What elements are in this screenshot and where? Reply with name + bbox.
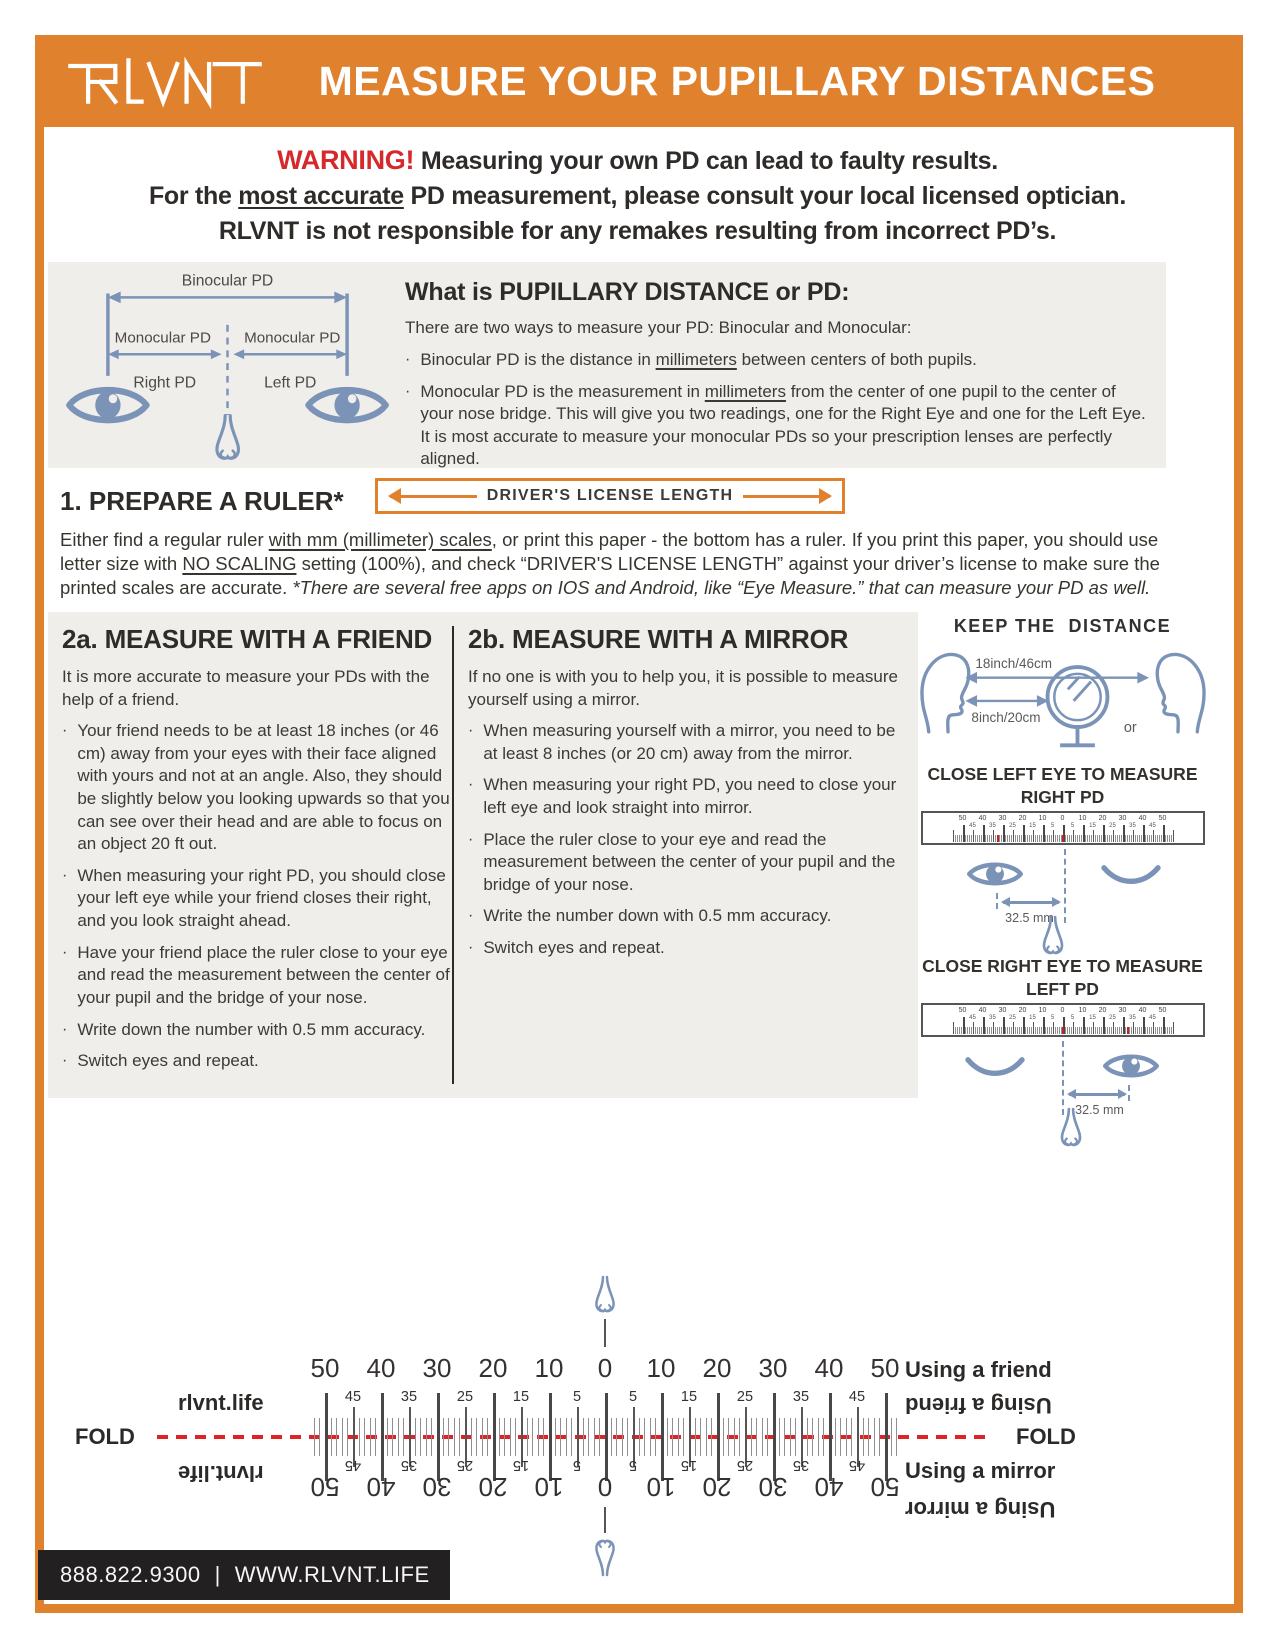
list-item: · Write down the number with 0.5 mm accuracy. <box>62 1019 426 1039</box>
what-is-pd-intro: There are two ways to measure your PD: Binocular and Monocular: <box>405 318 912 337</box>
monocular-pd-left-label: Monocular PD <box>114 329 211 347</box>
monocular-pd-right-label: Monocular PD <box>244 329 341 347</box>
center-dashed-line <box>1062 1041 1064 1115</box>
left-arrow-icon <box>390 495 477 498</box>
list-item: · When measuring your right PD, you need to close your left eye and look straight into mirror. <box>468 775 897 818</box>
warning-block <box>55 142 1220 248</box>
footer-separator: | <box>214 1562 221 1587</box>
list-item: · When measuring your right PD, you should close your left eye while your friend closes their right, and you look straight ahead. <box>62 865 446 931</box>
using-mirror-label-flipped: Using a mirror <box>905 1497 1056 1522</box>
binocular-bullet: · Binocular PD is the distance in millimeters between centers of both pupils. <box>405 349 977 369</box>
close-right-eye-title: CLOSE RIGHT EYE TO MEASURE LEFT PD <box>922 956 1203 999</box>
nose-icon <box>1054 1107 1088 1149</box>
closed-eye-icon <box>1101 863 1161 887</box>
list-item: · Switch eyes and repeat. <box>468 938 665 958</box>
warning-word: WARNING! <box>277 145 415 175</box>
measure-with-friend-section <box>62 624 454 1073</box>
keep-distance-illustration <box>908 641 1218 755</box>
fold-label-right: FOLD <box>1016 1424 1076 1449</box>
keep-distance-title: KEEP THE DISTANCE <box>953 616 1172 636</box>
fold-line <box>157 1435 990 1439</box>
eye-icon <box>69 390 147 420</box>
list-item: · Write the number down with 0.5 mm accuracy. <box>468 906 832 926</box>
step2b-title: 2b. MEASURE WITH A MIRROR <box>468 624 849 654</box>
nose-icon-flipped <box>589 1537 621 1577</box>
or-label: or <box>1123 719 1137 736</box>
pd-arrow <box>1003 901 1059 904</box>
binocular-pd-label: Binocular PD <box>181 272 274 290</box>
pd-marker <box>1127 1027 1129 1034</box>
document-page: MEASURE YOUR PUPILLARY DISTANCES WARNING! Measuring your own PD can lead to faulty results. For the most accurate PD measurement, please consult your local licensed optician. RLVNT is not responsible for any remakes resulting from incorrect PD’s. Binocular PD Monocular PD Monocular PD Right PD Left PD What is PUPILLARY DISTANCE or PD: There are two ways to measure your PD: Binocular and Monocular: · Binocular PD is the distance in millimeters between centers of both pupils. · Monocular PD is the measurement in millimeters from the center of one pupil to the center of your nose bridge. This will give you two readings, one for the Right Eye and one for the Left Eye. It is most accurate to measure your monocular PDs so your prescription lenses are perfectly aligned. 1. PREPARE A RULER* DRIVER'S LICENSE LENGTH Either find a regular ruler with mm (millimeter) scales, or print this paper - the bottom has a ruler. If you print this paper, you should use letter size with NO SCALING setting (100%), and check “DRIVER'S LICENSE LENGTH” against your driver’s license to make sure the printed scales are accurate. *There are several free apps on IOS and Android, like “Eye Measure.” that can measure your PD as well. 2a. MEASURE WITH A FRIEND It is more accurate to measure your PDs with the help of a friend. · Your friend needs to be at least 18 inches (or 46 cm) away from your eyes with their face aligned with yours and not at an angle. Also, they should be slightly below you looking upwards so that you can see over their head and are able to focus on an object 20 ft out. · When measuring your right PD, you should close your left eye while your friend closes their right, and you look straight ahead. · Have your friend place the ruler close to your eye and read the measurement between the center of your pupil and the bridge of your nose. · Write down the number with 0.5 mm accuracy. · Switch eyes and repeat. 2b. MEASURE WITH A MIRROR If no one is with you to help you, it is possible to measure yourself using a mirror. · When measuring yourself with a mirror, you need to be at least 8 inches (or 20 cm) away from the mirror. · When measuring your right PD, you need to close your left eye and look straight into mirror. · Place the ruler close to your eye and read the measurement between the center of your pupil and the bridge of your nose. · Write the number down with 0.5 mm accuracy. · Switch eyes and repeat. KEEP THE DISTANCE 18inch/46cm 8inch/20cm or CLOSE LEFT EYE TO MEASURE RIGHT PD 50 40 30 20 10 0 10 20 30 40 50 45 35 25 15 5 5 15 25 35 45 32.5 mm CLOSE RIGHT EYE TO MEASURE LEFT PD 50 40 30 20 10 0 10 20 30 40 50 45 35 25 15 5 5 15 25 35 45 32.5 mm 50 40 30 20 10 0 10 20 30 40 50 45 35 25 15 5 5 15 25 35 45 45 35 25 15 5 5 15 25 35 45 50 40 30 20 10 0 10 20 30 40 50 FOLD rlvnt.life rlvnt.life Using a friend Using a friend FOLD Using a mirror Using a mirror 888.822.9300 | WWW.RLVNT.LIFE <box>0 0 1275 1650</box>
step2b-intro: If no one is with you to help you, it is possible to measure yourself using a mirror. <box>468 667 898 709</box>
measure-methods-panel <box>48 612 918 1098</box>
distance-near-label: 8inch/20cm <box>970 710 1041 726</box>
step2a-title: 2a. MEASURE WITH A FRIEND <box>62 624 433 654</box>
page-title: MEASURE YOUR PUPILLARY DISTANCES <box>318 57 1156 104</box>
pd-diagram-illustration <box>60 268 395 466</box>
eye-icon <box>1103 1049 1159 1083</box>
ruler-center-line <box>604 1319 606 1347</box>
right-arrow-icon <box>743 495 830 498</box>
center-dashed-line <box>1064 849 1066 923</box>
step1-title: 1. PREPARE A RULER* <box>60 486 344 516</box>
pd-measurement-label: 32.5 mm <box>1075 1103 1124 1117</box>
eye-dashed-line <box>1128 1085 1130 1101</box>
pd-measurement-label: 32.5 mm <box>1005 911 1054 925</box>
drivers-license-length-box <box>375 478 845 514</box>
drivers-license-length-label: DRIVER'S LICENSE LENGTH <box>486 487 734 504</box>
monocular-bullet: · Monocular PD is the measurement in millimeters from the center of one pupil to the center of your nose bridge. This will give you two readings, one for the Right Eye and one for the Left Eye. It is most accurate to measure your monocular PDs so your prescription lenses are perfectly aligned. <box>405 381 1146 469</box>
what-is-pd-text <box>395 262 1166 468</box>
left-pd-label: Left PD <box>264 374 317 392</box>
list-item: · Your friend needs to be at least 18 inches (or 46 cm) away from your eyes with their face aligned with yours and not at an angle. Also, they should be slightly below you looking upwards so that you can see over their head and are able to focus on an object 20 ft out. <box>62 721 450 854</box>
distance-far-label: 18inch/46cm <box>974 656 1052 672</box>
footer-site: WWW.RLVNT.LIFE <box>234 1562 430 1587</box>
list-item: · Switch eyes and repeat. <box>62 1051 259 1071</box>
warning-line1: WARNING! Measuring your own PD can lead to faulty results. <box>277 145 998 175</box>
mini-ruler: 50 40 30 20 10 0 10 20 30 40 50 45 35 25 15 5 5 15 25 35 45 <box>921 811 1205 845</box>
header <box>35 35 1243 127</box>
eye-dashed-line <box>996 893 998 909</box>
fold-label-left: FOLD <box>75 1424 135 1449</box>
pd-arrow <box>1069 1093 1125 1096</box>
right-pd-diagram <box>905 811 1220 951</box>
warning-line3: RLVNT is not responsible for any remakes resulting from incorrect PD’s. <box>218 216 1057 245</box>
nose-icon <box>1036 915 1070 957</box>
mini-ruler: 50 40 30 20 10 0 10 20 30 40 50 45 35 25 15 5 5 15 25 35 45 <box>921 1003 1205 1037</box>
list-item: · When measuring yourself with a mirror, you need to be at least 8 inches (or 20 cm) away from the mirror. <box>468 721 896 763</box>
left-pd-diagram <box>905 1003 1220 1143</box>
pd-marker <box>1062 1027 1064 1034</box>
ruler-center-line <box>604 1507 606 1533</box>
face-profile-icon <box>1157 654 1204 731</box>
closed-eye-icon <box>965 1055 1025 1079</box>
pd-marker <box>997 835 999 842</box>
using-friend-label-flipped: Using a friend <box>905 1393 1052 1418</box>
eye-icon <box>308 390 386 420</box>
footer-bar <box>38 1550 450 1600</box>
site-label-flipped: rlvnt.life <box>178 1461 264 1486</box>
warning-line2: For the most accurate PD measurement, please consult your local licensed optician. <box>148 182 1127 211</box>
nose-icon <box>589 1275 621 1315</box>
nose-icon <box>217 416 238 459</box>
using-friend-label: Using a friend <box>905 1357 1052 1382</box>
measure-with-mirror-section <box>468 624 898 960</box>
right-pd-label: Right PD <box>133 374 197 392</box>
what-is-pd-panel <box>48 262 1166 468</box>
list-item: · Place the ruler close to your eye and read the measurement between the center of your pupil and the bridge of your nose. <box>468 829 896 894</box>
face-profile-icon <box>921 654 968 731</box>
measuring-diagrams-sidebar <box>905 616 1220 1143</box>
rlvnt-logo-icon <box>65 51 265 111</box>
eye-icon <box>967 857 1023 891</box>
step2a-intro: It is more accurate to measure your PDs with the help of a friend. <box>62 667 430 709</box>
close-left-eye-title: CLOSE LEFT EYE TO MEASURE RIGHT PD <box>927 764 1198 807</box>
step1-paragraph: Either find a regular ruler with mm (millimeter) scales, or print this paper - the bottom has a ruler. If you print this paper, you should use letter size with NO SCALING setting (100%), and check “DRIVER'S LICENSE LENGTH” against your driver’s license to make sure the printed scales are accurate. *There are several free apps on IOS and Android, like “Eye Measure.” that can measure your PD as well. <box>60 529 1160 599</box>
site-label: rlvnt.life <box>178 1390 264 1415</box>
pd-marker <box>1062 835 1064 842</box>
using-mirror-label: Using a mirror <box>905 1458 1056 1483</box>
footer-phone: 888.822.9300 <box>60 1562 201 1587</box>
list-item: · Have your friend place the ruler close to your eye and read the measurement between the center of your pupil and the bridge of your nose. <box>62 942 450 1007</box>
pd-diagram <box>48 262 395 468</box>
what-is-pd-title: What is PUPILLARY DISTANCE or PD: <box>405 278 850 306</box>
